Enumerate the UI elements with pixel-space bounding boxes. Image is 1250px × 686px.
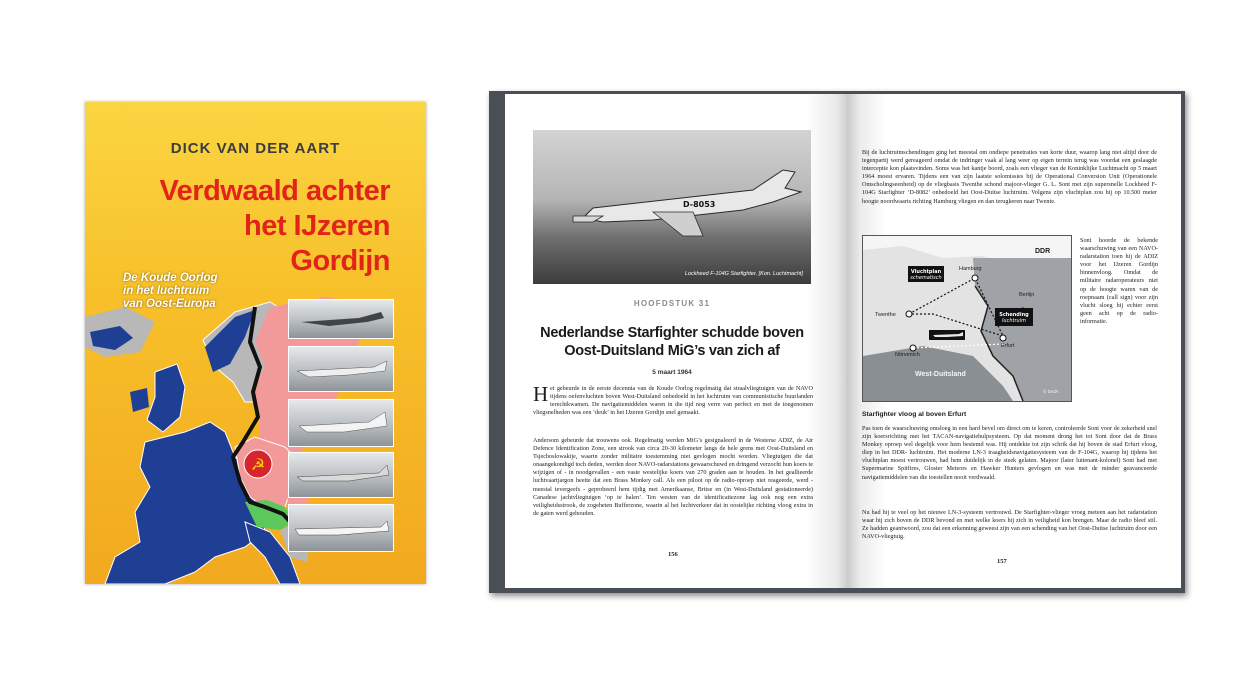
section-subheading: Starfighter vloog al boven Erfurt — [862, 411, 967, 418]
cover-aircraft-photo-2 — [288, 346, 394, 392]
diagram-credit: © DvdA — [1043, 389, 1059, 394]
cover-author: DICK VAN DER AART — [170, 140, 341, 157]
article-date: 5 maart 1964 — [652, 369, 692, 376]
cover-aircraft-photo-5 — [288, 504, 394, 552]
label-hamburg: Hamburg — [959, 266, 982, 272]
chapter-label: HOOFDSTUK 31 — [633, 299, 711, 308]
photo-caption: Lockheed F-104G Starfighter. [Kon. Luchtmacht] — [684, 271, 803, 277]
cover-aircraft-photo-3 — [288, 399, 394, 447]
svg-text:schematisch: schematisch — [910, 275, 942, 281]
left-paragraph-1: Het gebeurde in de eerste decennia van de Koude Oorlog regelmatig dat straalvliegtuigen van de NAVO tijdens oefenvluchten boven West-Duitsland onbedoeld in het luchtruim van communistische buurlanden terechtkwamen. De navigatiemiddelen waren in die tijd nog verre van perfect en met de toegenomen vliegsnelheden was een ‘deuk’ in het IJzeren Gordijn snel gemaakt. — [533, 382, 813, 417]
cover-title: Verdwaald achter het IJzeren Gordijn — [159, 175, 390, 277]
cover-aircraft-photo-1 — [288, 299, 394, 339]
map-britain — [147, 364, 185, 432]
book-cover — [85, 102, 426, 584]
label-norvenich: Nörvenich — [895, 352, 920, 358]
left-paragraph-2: Andersom gebeurde dat trouwens ook. Regelmatig werden MiG’s gesignaleerd in de Westerse ADIZ, de Air Defence Identification Zone, een strook van circa 20-30 kilometer langs de hele grens met Oost-Duitsland en Tsjechoslowakije, waarin zonder militaire toestemming niet gevlogen mocht worden. Vliegtuigen die dat onaangekondigd toch deden, werden door NAVO-radarstations gewaarschuwd en dringend verzocht hun koers te wijzigen of - in noodgevallen - een vaste westelijke koers van 270 graden aan te houden. In het geallieerde luchtvaartjargon heette dat een Brass Monkey call. Als een piloot op de radio-oproep niet reageerde, werd - meestal tevergeefs - geprobeerd hem tijdig met Amerikaanse, Britse en (in West-Duitsland gestationeerde) Canadese jachtvliegtuigen ‘op te halen’. Ten westen van de identificatiezone lag ook nog een extra veiligheidsstrook, de zogeheten Bufferzone, waarin al het luchtverkeer dat in oostelijke richting vloog extra in de gaten werd gehouden. — [533, 437, 813, 517]
svg-text:luchtruim: luchtruim — [1002, 318, 1026, 324]
page-number-right: 157 — [997, 558, 1007, 565]
article-title: Nederlandse Starfighter schudde boven Oost-Duitsland MiG’s van zich af — [540, 325, 804, 359]
sidebar-paragraph: Sont hoorde de bekende waarschuwing van een NAVO-radarstation toen hij de ADIZ voor het IJzeren Gordijn binnenvloog. Omdat de militaire radaroperateurs niet op de hoogte waren van de roepnaam (call sign) voor zijn vlucht sloeg hij echter eerst geen acht op de radio-informatie. — [1080, 237, 1158, 325]
cover-aircraft-photo-4 — [288, 452, 394, 498]
svg-text:Vluchtplan: Vluchtplan — [910, 269, 942, 275]
photo-serial-label: D-8053 — [683, 200, 716, 209]
label-berlijn: Berlijn — [1019, 292, 1035, 298]
flight-route-diagram — [862, 235, 1072, 402]
label-west-duitsland: West-Duitsland — [915, 371, 966, 378]
right-paragraph-1: Bij de luchtruimschendingen ging het meestal om ondiepe penetraties van korte duur, waarop lang niet altijd door de tegenpartij werd gereageerd omdat de indringer vaak al lang weer op eigen terrein terug was voordat een geslaagde interceptie kon plaatsvinden. Soms was het kantje boord, zoals een vlieger van de Koninklijke Luchtmacht op 5 maart 1964 moest ervaren. Tijdens een van zijn laatste solomissies bij de Operational Conversion Unit (Operationele Omscholingseenheid) op de vliegbasis Twenthe schond majoor-vlieger G. L. Sont met zijn supersnelle Lockheed F-104G Starfighter ‘D-8082’ onbedoeld het Oost-Duitse luchtruim. Volgens zijn vluchtplan zou hij op 10.500 meter hoogte noordwaarts richting Hamburg vliegen en dan terugkeren naar Twente. — [862, 149, 1157, 205]
svg-text:Schending: Schending — [999, 312, 1029, 318]
map-ireland — [130, 388, 149, 412]
cover-subtitle: De Koude Oorlog in het luchtruim van Oost-Europa — [123, 272, 218, 310]
label-ddr: DDR — [1035, 248, 1051, 255]
drop-cap: H — [533, 382, 549, 406]
label-erfurt: Erfurt — [1001, 343, 1015, 349]
label-twenthe: Twenthe — [875, 312, 896, 318]
svg-text:☭: ☭ — [250, 455, 266, 474]
right-paragraph-3: Nu had hij te veel op het nieuwe LN-3-systeem vertrouwd. De Starfighter-vlieger vroeg meteen aan het radarstation waar hij zich boven de DDR bevond en met welke koers hij zich in veiligheid kon brengen. Maar de radio bleef stil. Ze hadden geantwoord, zou dat een erkenning geweest zijn van een schending van het Oost-Duitse luchtruim door een NAVO-vliegtuig. — [862, 509, 1157, 541]
starfighter-photo — [533, 130, 811, 284]
page-number-left: 156 — [668, 551, 678, 558]
right-paragraph-2: Pas toen de waarschuwing omsloeg in een hard bevel om direct om te keren, controleerde Sont voor de zekerheid snel zijn koersrichting met het TACAN-navigatiehulpsysteem. Op dat moment drong het tot Sont door dat de Brass Monkey oproep wel degelijk voor hem bestemd was. Hij ontdekte tot zijn schrik dat hij boven de stad Erfurt vloog, diep in het DDR- luchtruim. Het moderne LN-3 traagheidsnavigatiesysteem van de F-104G, waarop hij tijdens het vluchtplan moest vertrouwen, had hem duidelijk in de steek gelaten. Majoor (later luitenant-kolonel) Sont had met Supermarine Spitfires, Gloster Meteors en Hawker Hunters gevlogen en was met de minder geavanceerde navigatiemiddelen van die toestellen nooit verdwaald. — [862, 425, 1157, 481]
